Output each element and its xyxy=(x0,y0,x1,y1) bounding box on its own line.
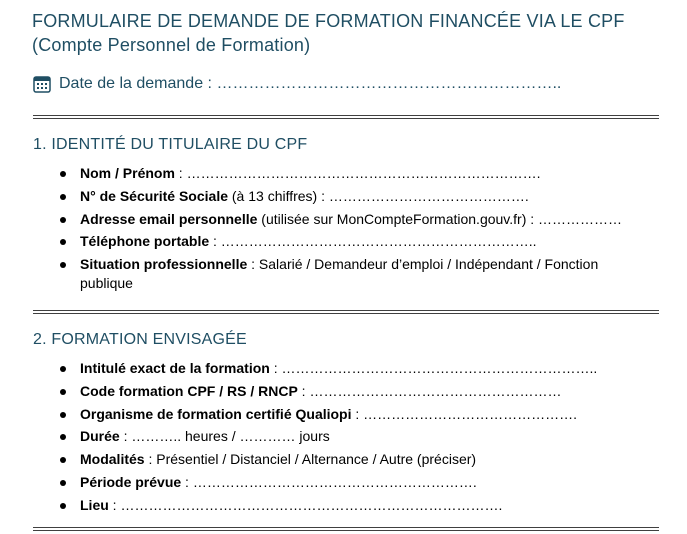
document-title xyxy=(32,9,672,57)
bullet-icon xyxy=(60,434,66,440)
list-item xyxy=(0,382,687,401)
list-item xyxy=(0,427,687,446)
field-value: (utilisée sur MonCompteFormation.gouv.fr) : ……………… xyxy=(257,210,623,227)
field-label: Nom / Prénom xyxy=(80,165,175,181)
list-item xyxy=(0,450,687,469)
list-item xyxy=(0,232,687,251)
request-date-label: Date de la demande : ……………………………………………………….. xyxy=(59,75,562,92)
bullet-icon xyxy=(60,389,66,395)
field-label: Durée xyxy=(80,428,120,445)
bullet-icon xyxy=(60,239,66,245)
field-value: : …………………………………………………………………. xyxy=(174,165,541,181)
list-item xyxy=(0,405,687,424)
bullet-icon xyxy=(60,194,66,200)
list-item xyxy=(0,187,687,206)
bullet-icon xyxy=(60,366,66,372)
field-label: Intitulé exact de la formation xyxy=(80,360,270,376)
section-divider xyxy=(33,310,659,314)
title-line-2: (Compte Personnel de Formation) xyxy=(32,35,311,55)
bullet-icon xyxy=(60,457,66,463)
field-value: : ……………………………………………… xyxy=(297,382,562,399)
field-value: : Salarié / Demandeur d’emploi / Indépendant / Fonction publique xyxy=(80,256,599,292)
field-label: Adresse email personnelle xyxy=(80,210,258,227)
calendar-icon xyxy=(33,75,51,93)
section-1-list xyxy=(0,164,687,297)
section-divider xyxy=(33,115,659,119)
field-value: : ………………………………………………………….. xyxy=(209,233,537,250)
field-value: : Présentiel / Distanciel / Alternance / Autre (préciser) xyxy=(144,451,477,468)
section-2-list xyxy=(0,359,687,519)
field-label: Code formation CPF / RS / RNCP xyxy=(80,382,298,399)
field-value: : ………………………………………. xyxy=(351,405,578,422)
section-2-title: 2. FORMATION ENVISAGÉE xyxy=(33,331,247,348)
section-divider xyxy=(33,527,659,531)
list-item xyxy=(0,210,687,229)
section-1-title: 1. IDENTITÉ DU TITULAIRE DU CPF xyxy=(33,136,308,153)
list-item xyxy=(0,255,687,293)
field-label: Modalités xyxy=(80,451,145,468)
field-value: : ……….. heures / ………… jours xyxy=(119,428,330,445)
field-value: : ………………………………………………………………………. xyxy=(108,496,503,513)
bullet-icon xyxy=(60,171,66,177)
field-label: Période prévue xyxy=(80,473,182,490)
field-label: Téléphone portable xyxy=(80,233,210,250)
list-item xyxy=(0,359,687,378)
title-line-1: FORMULAIRE DE DEMANDE DE FORMATION FINANCÉE VIA LE CPF xyxy=(32,11,625,31)
field-label: N° de Sécurité Sociale xyxy=(80,187,228,204)
bullet-icon xyxy=(60,262,66,268)
field-value: : ……………………………………………………. xyxy=(181,473,477,490)
field-label: Lieu xyxy=(80,496,109,513)
list-item xyxy=(0,164,687,183)
bullet-icon xyxy=(60,412,66,418)
bullet-icon xyxy=(60,480,66,486)
field-label: Situation professionnelle xyxy=(80,256,248,273)
bullet-icon xyxy=(60,503,66,509)
list-item xyxy=(0,473,687,492)
list-item xyxy=(0,496,687,515)
field-label: Organisme de formation certifié Qualiopi xyxy=(80,405,352,422)
field-value: : ………………………………………………………….. xyxy=(269,360,598,376)
request-date-line xyxy=(33,72,561,96)
bullet-icon xyxy=(60,217,66,223)
field-value: (à 13 chiffres) : ……………………………………. xyxy=(228,187,529,204)
